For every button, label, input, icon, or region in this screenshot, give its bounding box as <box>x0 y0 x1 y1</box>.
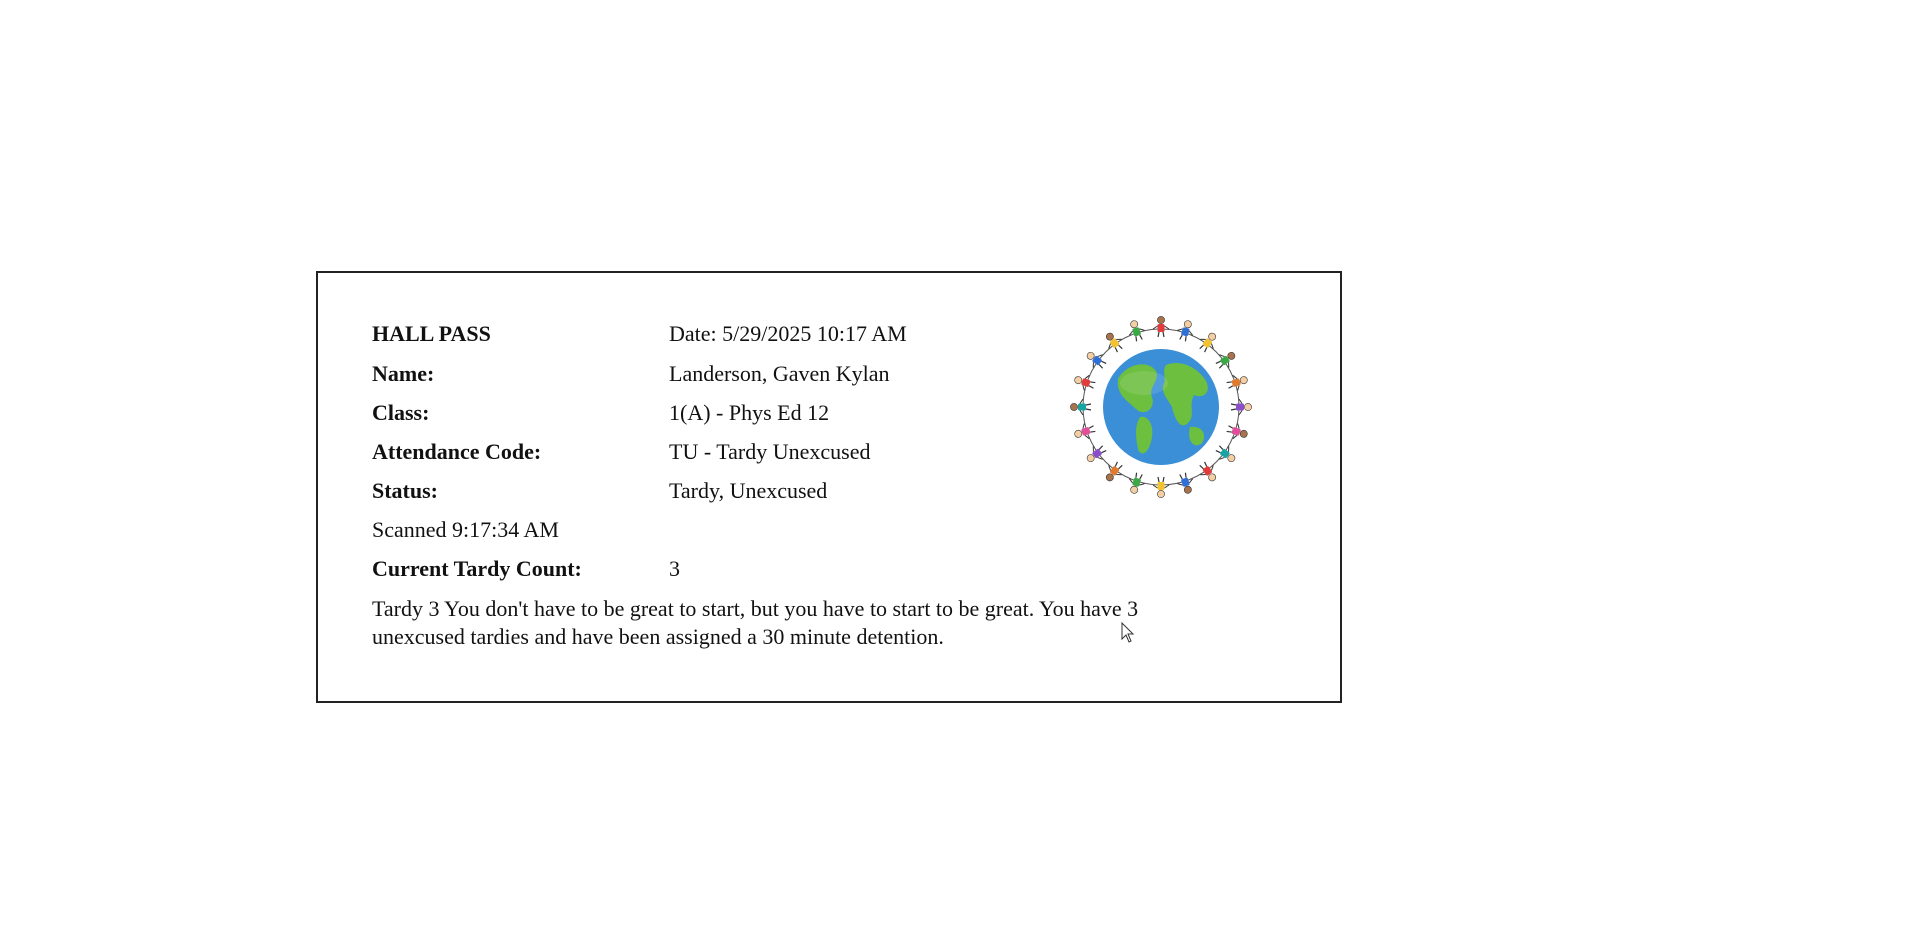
attendance-code-label: Attendance Code: <box>372 439 542 464</box>
mouse-cursor-icon <box>1121 622 1135 644</box>
student-name: Landerson, Gaven Kylan <box>669 361 890 386</box>
globe-with-children-icon <box>1056 309 1266 505</box>
status-value: Tardy, Unexcused <box>669 478 828 503</box>
name-label: Name: <box>372 361 435 386</box>
scanned-time: Scanned 9:17:34 AM <box>372 517 559 542</box>
tardy-count-value: 3 <box>669 556 680 581</box>
hall-pass-card <box>316 271 1342 703</box>
hall-pass-title: HALL PASS <box>372 321 491 346</box>
tardy-count-label: Current Tardy Count: <box>372 556 582 581</box>
pass-date: Date: 5/29/2025 10:17 AM <box>669 321 907 346</box>
status-label: Status: <box>372 478 439 503</box>
attendance-code-value: TU - Tardy Unexcused <box>669 439 871 464</box>
tardy-message: Tardy 3 You don't have to be great to start, but you have to start to be great. You have 3 unexcused tardies and have been assigned a 30 minute detention. <box>372 596 1139 649</box>
class-label: Class: <box>372 400 430 425</box>
class-value: 1(A) - Phys Ed 12 <box>669 400 830 425</box>
